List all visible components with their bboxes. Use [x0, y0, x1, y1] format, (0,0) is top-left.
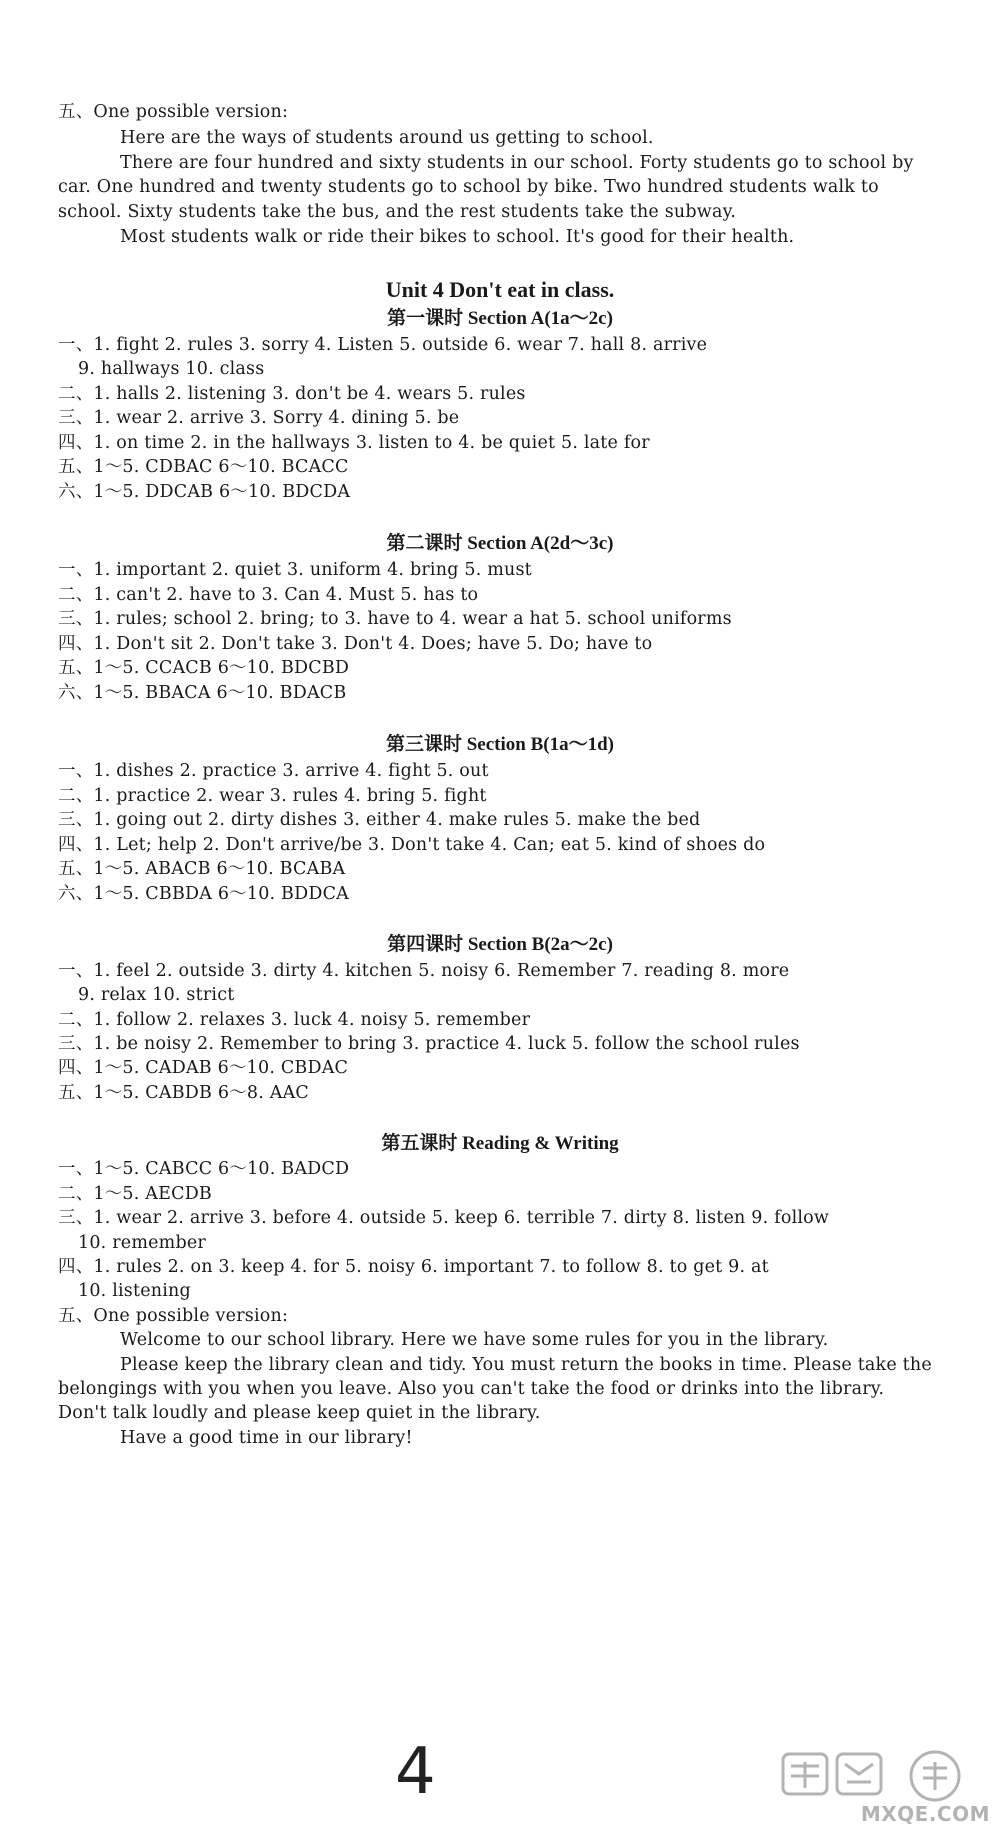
- answer-line: 六、1～5. DDCAB 6～10. BDCDA: [58, 482, 351, 502]
- essay-paragraph: Here are the ways of students around us getting to school.: [120, 128, 654, 148]
- answer-line: 三、1. rules; school 2. bring; to 3. have to 4. wear a hat 5. school uniforms: [58, 609, 732, 629]
- site-watermark: [775, 1748, 990, 1826]
- answer-line: 二、1. practice 2. wear 3. rules 4. bring 5. fight: [58, 786, 487, 806]
- lesson-title: 第四课时 Section B(2a～2c): [387, 934, 613, 955]
- watermark-text: MXQE.COM: [860, 1802, 990, 1826]
- answer-line: 一、1. fight 2. rules 3. sorry 4. Listen 5. outside 6. wear 7. hall 8. arrive: [58, 335, 708, 355]
- answer-line-cont: 10. listening: [78, 1281, 191, 1301]
- essay-paragraph: Please keep the library clean and tidy. You must return the books in time. Please take the: [120, 1355, 932, 1375]
- lesson-title: 第五课时 Reading & Writing: [381, 1133, 619, 1154]
- answer-line: 五、1～5. CABDB 6～8. AAC: [58, 1083, 309, 1103]
- lesson-title: 第三课时 Section B(1a～1d): [385, 734, 614, 755]
- answer-line: 五、1～5. CCACB 6～10. BDCBD: [58, 658, 350, 678]
- essay-paragraph: There are four hundred and sixty students in our school. Forty students go to school by: [120, 153, 914, 173]
- answer-line: 二、1～5. AECDB: [58, 1184, 212, 1204]
- answer-line: 四、1. Don't sit 2. Don't take 3. Don't 4. Does; have 5. Do; have to: [58, 634, 653, 654]
- answer-line: 一、1. dishes 2. practice 3. arrive 4. fight 5. out: [58, 761, 489, 781]
- answer-line: 五、1～5. CDBAC 6～10. BCACC: [58, 457, 349, 477]
- answer-line: 四、1. Let; help 2. Don't arrive/be 3. Don't take 4. Can; eat 5. kind of shoes do: [58, 835, 766, 855]
- answer-line: 四、1. rules 2. on 3. keep 4. for 5. noisy 6. important 7. to follow 8. to get 9. at: [58, 1257, 769, 1277]
- essay-paragraph: Have a good time in our library!: [120, 1428, 413, 1448]
- answer-line: 六、1～5. CBBDA 6～10. BDDCA: [58, 884, 350, 904]
- answer-line: 二、1. follow 2. relaxes 3. luck 4. noisy 5. remember: [58, 1010, 531, 1030]
- section-five-label: 五、One possible version:: [58, 1306, 289, 1326]
- answer-line: 四、1～5. CADAB 6～10. CBDAC: [58, 1058, 349, 1078]
- lesson-title: 第二课时 Section A(2d～3c): [386, 533, 614, 554]
- essay-paragraph-cont: school. Sixty students take the bus, and the rest students take the subway.: [58, 202, 737, 222]
- essay-paragraph: Welcome to our school library. Here we have some rules for you in the library.: [120, 1330, 829, 1350]
- answer-line: 二、1. can't 2. have to 3. Can 4. Must 5. has to: [58, 585, 479, 605]
- answer-line-cont: 10. remember: [78, 1233, 206, 1253]
- essay-paragraph-cont: Don't talk loudly and please keep quiet in the library.: [58, 1403, 541, 1423]
- answer-line: 五、1～5. ABACB 6～10. BCABA: [58, 859, 346, 879]
- answer-line-cont: 9. relax 10. strict: [78, 985, 235, 1005]
- answer-line: 三、1. wear 2. arrive 3. before 4. outside 5. keep 6. terrible 7. dirty 8. listen 9. follow: [58, 1208, 830, 1228]
- page-number: 4: [395, 1735, 436, 1809]
- section-five-label: 五、One possible version:: [58, 102, 289, 122]
- essay-paragraph-cont: belongings with you when you leave. Also you can't take the food or drinks into the library.: [58, 1379, 885, 1399]
- answer-line: 四、1. on time 2. in the hallways 3. listen to 4. be quiet 5. late for: [58, 433, 650, 453]
- answer-line: 一、1. feel 2. outside 3. dirty 4. kitchen 5. noisy 6. Remember 7. reading 8. more: [58, 961, 790, 981]
- answer-seal-logo-icon: [775, 1748, 990, 1804]
- answer-line: 一、1. important 2. quiet 3. uniform 4. bring 5. must: [58, 560, 532, 580]
- answer-line: 六、1～5. BBACA 6～10. BDACB: [58, 683, 347, 703]
- answer-line: 三、1. going out 2. dirty dishes 3. either 4. make rules 5. make the bed: [58, 810, 701, 830]
- essay-paragraph: Most students walk or ride their bikes to school. It's good for their health.: [120, 227, 795, 247]
- answer-line: 三、1. be noisy 2. Remember to bring 3. practice 4. luck 5. follow the school rules: [58, 1034, 800, 1054]
- essay-paragraph-cont: car. One hundred and twenty students go to school by bike. Two hundred students walk to: [58, 177, 879, 197]
- answer-line: 三、1. wear 2. arrive 3. Sorry 4. dining 5. be: [58, 408, 460, 428]
- lesson-title: 第一课时 Section A(1a～2c): [387, 308, 613, 329]
- answer-line: 一、1～5. CABCC 6～10. BADCD: [58, 1159, 350, 1179]
- answer-line-cont: 9. hallways 10. class: [78, 359, 265, 379]
- unit-title: Unit 4 Don't eat in class.: [385, 277, 615, 302]
- answer-line: 二、1. halls 2. listening 3. don't be 4. wears 5. rules: [58, 384, 526, 404]
